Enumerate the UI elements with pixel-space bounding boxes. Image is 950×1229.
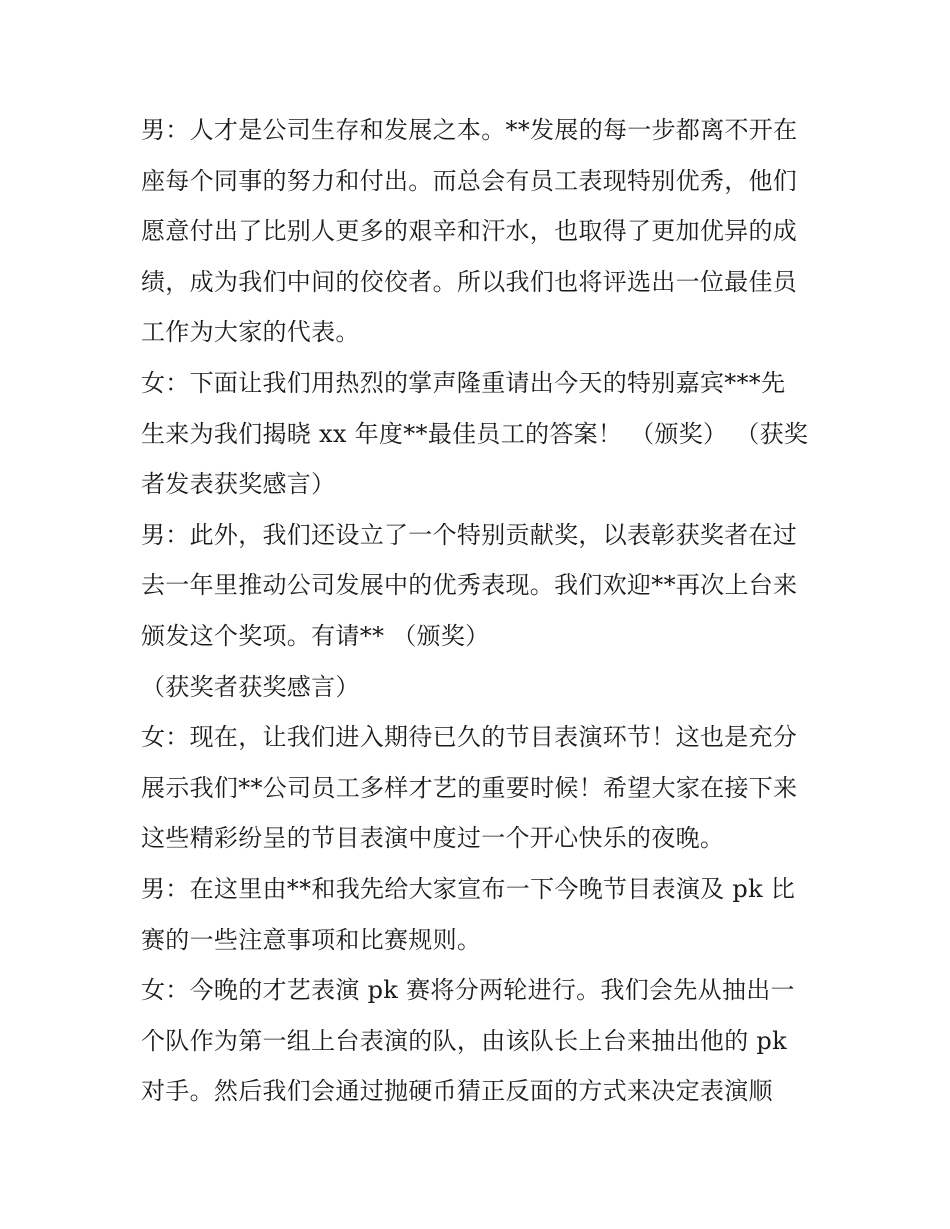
document-body (141, 105, 821, 1117)
text-line: 愿意付出了比别人更多的艰辛和汗水，也取得了更加优异的成 (141, 217, 798, 246)
text-line: 这些精彩纷呈的节目表演中度过一个开心快乐的夜晚。 (141, 824, 725, 853)
text-line: （获奖者获奖感言） (141, 672, 360, 701)
text-line: 男：此外，我们还设立了一个特别贡献奖，以表彰获奖者在过 (141, 520, 798, 549)
text-line: 颁发这个奖项。有请** （颁奖） (141, 621, 490, 650)
text-line: 工作为大家的代表。 (141, 318, 360, 347)
text-line: 女：今晚的才艺表演 pk 赛将分两轮进行。我们会先从抽出一 (141, 976, 795, 1005)
text-line: 展示我们**公司员工多样才艺的重要时候！希望大家在接下来 (141, 773, 798, 802)
text-line: 男：人才是公司生存和发展之本。**发展的每一步都离不开在 (141, 116, 798, 144)
text-line: 赛的一些注意事项和比赛规则。 (141, 925, 482, 954)
text-line: 对手。然后我们会通过抛硬币猜正反面的方式来决定表演顺 (141, 1077, 773, 1106)
text-line: 生来为我们揭晓 xx 年度**最佳员工的答案！ （颁奖） （获奖 (141, 419, 809, 448)
text-line: 去一年里推动公司发展中的优秀表现。我们欢迎**再次上台来 (141, 571, 798, 600)
text-line: 个队作为第一组上台表演的队，由该队长上台来抽出他的 pk (141, 1026, 787, 1055)
text-line: 绩，成为我们中间的佼佼者。所以我们也将评选出一位最佳员 (141, 267, 798, 296)
text-line: 者发表获奖感言） (141, 470, 336, 499)
text-line: 女：下面让我们用热烈的掌声隆重请出今天的特别嘉宾***先 (141, 368, 786, 397)
text-line: 男：在这里由**和我先给大家宣布一下今晚节目表演及 pk 比 (141, 874, 796, 903)
text-line: 女：现在，让我们进入期待已久的节目表演环节！这也是充分 (141, 723, 798, 752)
text-line: 座每个同事的努力和付出。而总会有员工表现特别优秀，他们 (141, 166, 798, 195)
